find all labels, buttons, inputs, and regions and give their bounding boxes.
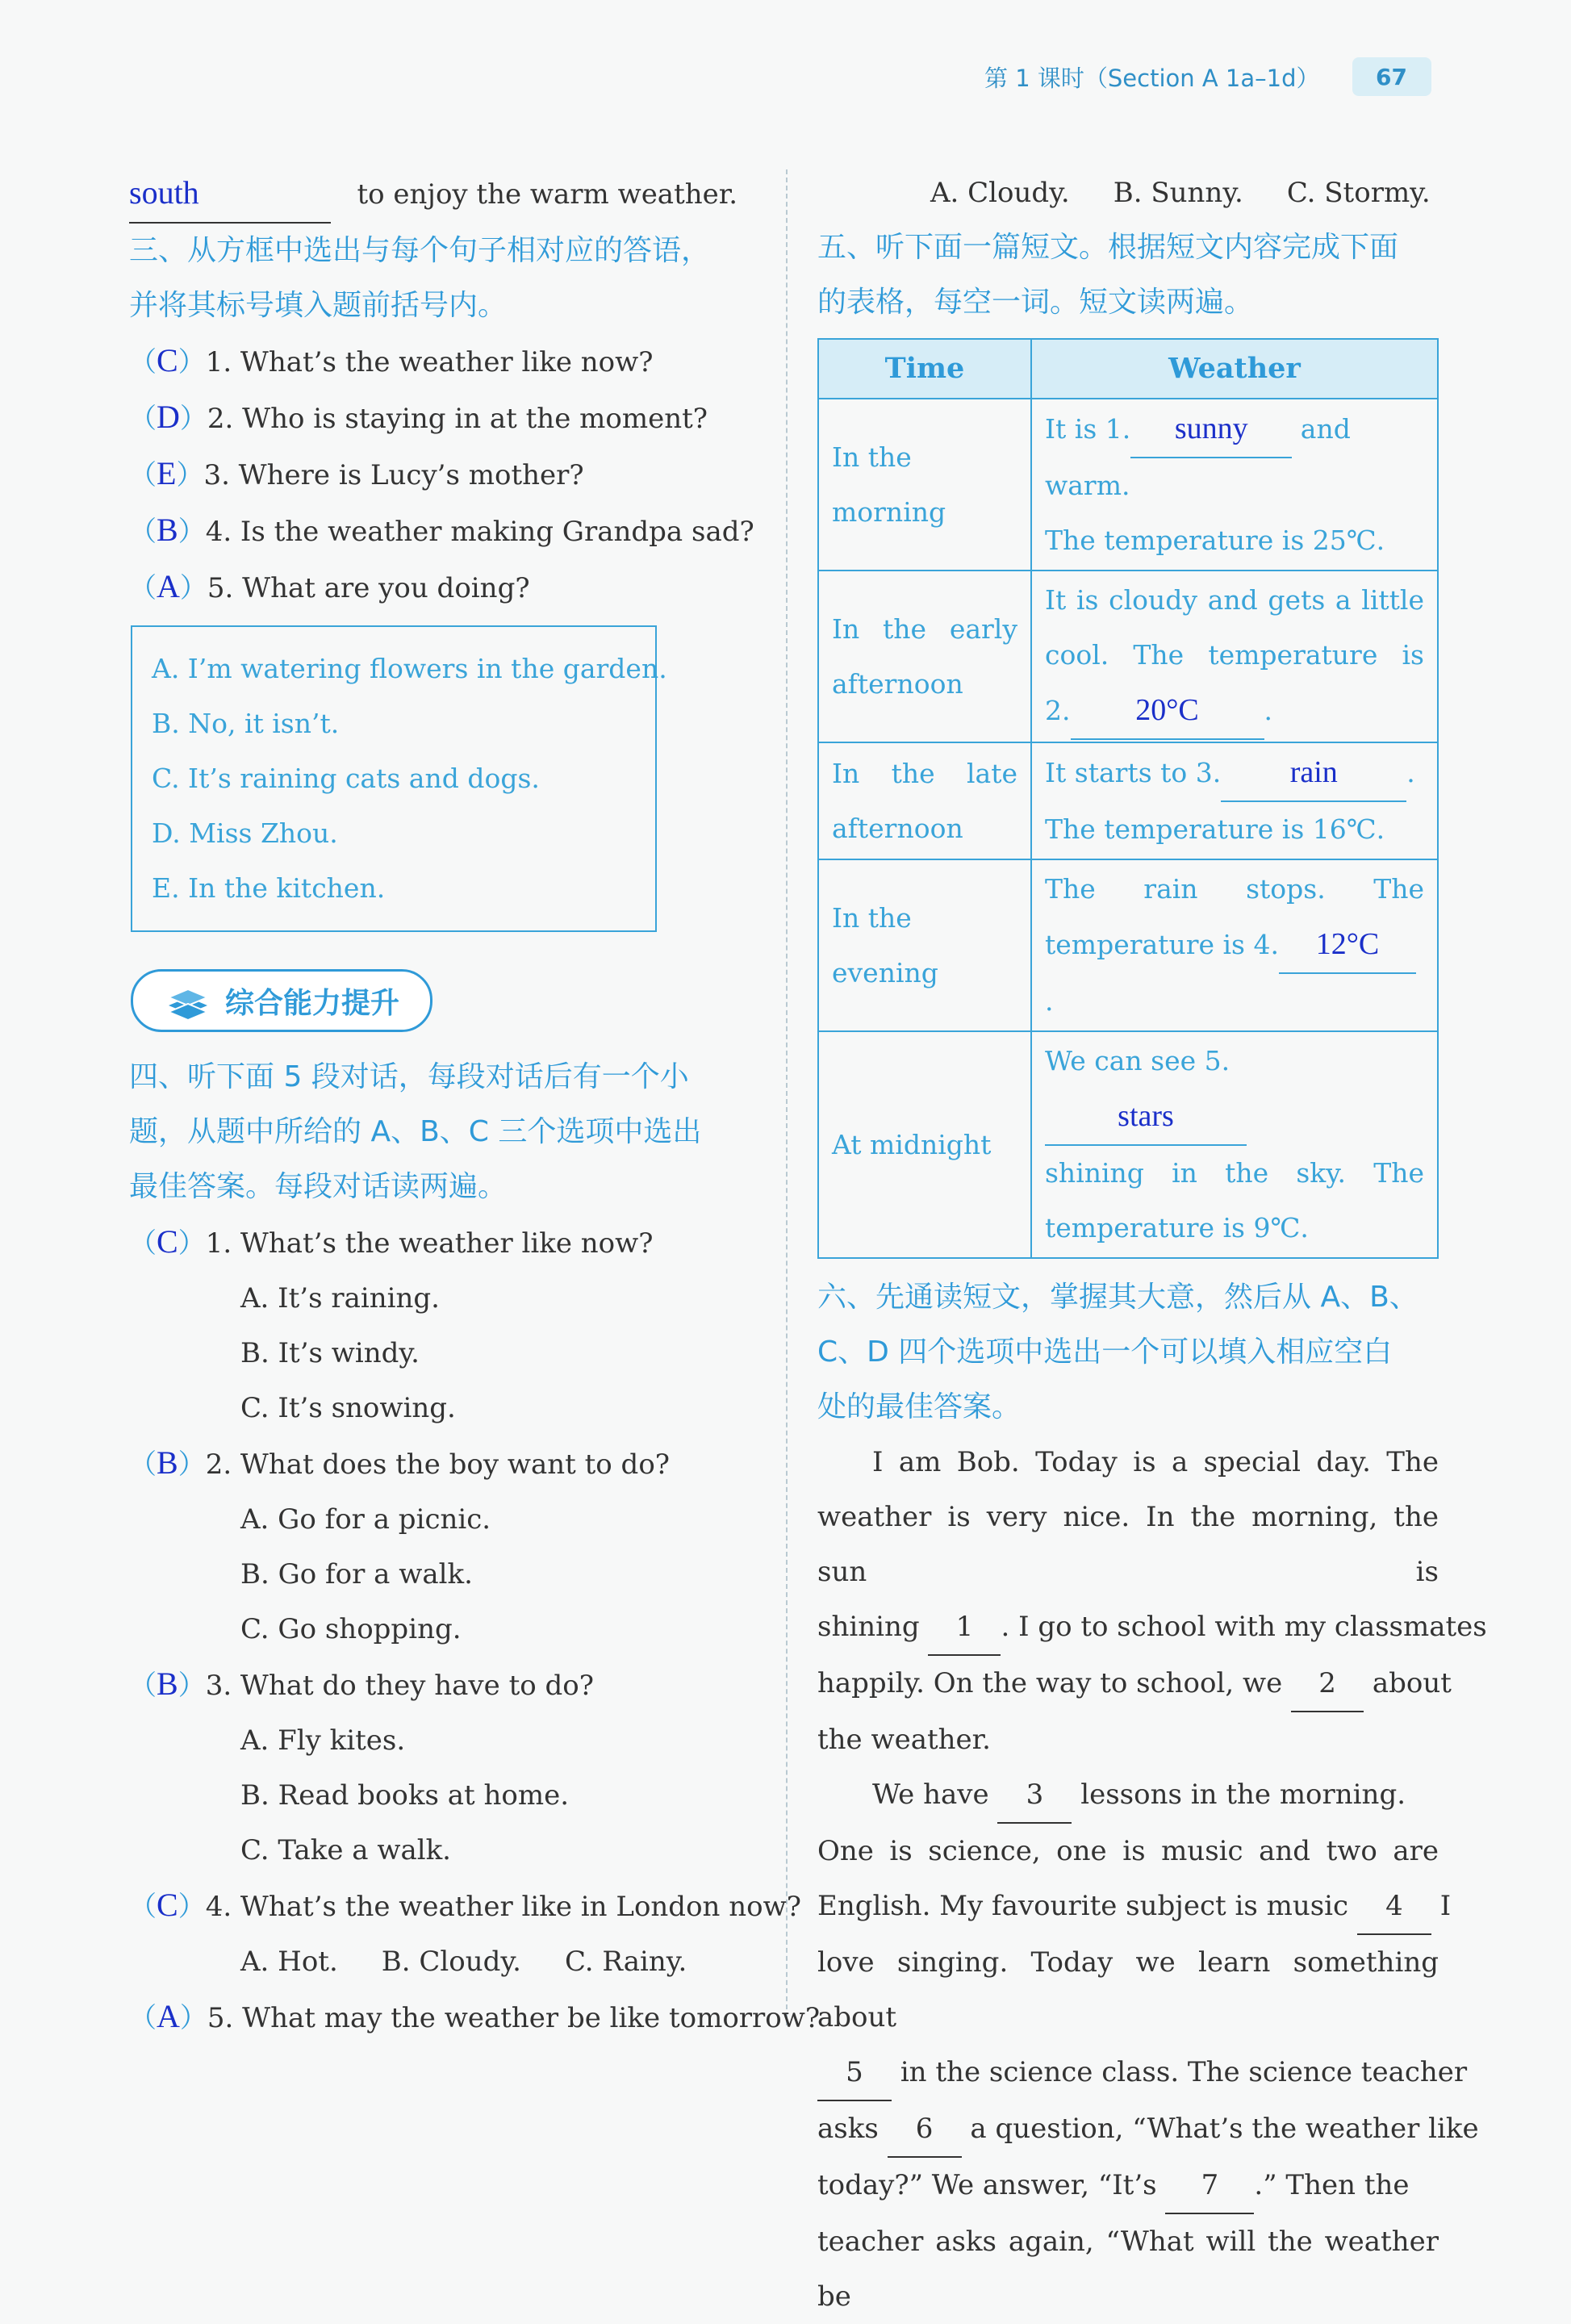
page-header bbox=[984, 55, 1431, 98]
column-header-weather: Weather bbox=[1031, 339, 1438, 399]
page-number: 67 bbox=[1352, 57, 1431, 96]
section5-title: 五、听下面一篇短文。根据短文内容完成下面 的表格，每空一词。短文读两遍。 bbox=[817, 231, 1399, 319]
option-a: A. I’m watering flowers in the garden. bbox=[152, 653, 667, 684]
answer-blank[interactable]: rain bbox=[1221, 745, 1406, 802]
list-item: （B）4. Is the weather making Grandpa sad? bbox=[129, 512, 754, 548]
cloze-blank[interactable]: 2 bbox=[1291, 1656, 1364, 1712]
answer-blank[interactable]: stars bbox=[1045, 1089, 1247, 1146]
answer-blank[interactable]: south bbox=[129, 165, 331, 224]
section4-question-3: （B）3. What do they have to do? A. Fly kites. B. Read books at home. C. Take a walk. bbox=[129, 1657, 758, 1878]
books-icon bbox=[165, 981, 211, 1020]
left-column bbox=[129, 165, 821, 2046]
option-e: E. In the kitchen. bbox=[152, 872, 386, 904]
cloze-blank[interactable]: 1 bbox=[928, 1599, 1001, 1656]
table-row: In the early afternoon It is cloudy and gets a little cool. The temperature is 2. 20°C . bbox=[818, 571, 1438, 742]
option-d: D. Miss Zhou. bbox=[152, 817, 338, 849]
option: A. It’s raining. bbox=[240, 1282, 440, 1315]
cloze-blank[interactable]: 5 bbox=[817, 2045, 892, 2101]
right-column bbox=[817, 165, 1487, 2324]
section4-question-1: （C）1. What’s the weather like now? A. It’s raining. B. It’s windy. C. It’s snowing. bbox=[129, 1214, 758, 1436]
option: B. Go for a walk. bbox=[240, 1558, 473, 1590]
table-row: In the evening The rain stops. The temperature is 4. 12°C. bbox=[818, 859, 1438, 1031]
section4-question-2: （B）2. What does the boy want to do? A. Go for a picnic. B. Go for a walk. C. Go shopping. bbox=[129, 1436, 758, 1657]
q5-options: A. Cloudy. B. Sunny. C. Stormy. bbox=[930, 177, 1431, 209]
list-item: （D）2. Who is staying in at the moment? bbox=[129, 399, 708, 435]
option-b: B. No, it isn’t. bbox=[152, 708, 340, 739]
section-banner bbox=[131, 969, 432, 1032]
column-header-time: Time bbox=[818, 339, 1031, 399]
section4-title: 四、听下面 5 段对话，每段对话后有一个小 题，从题中所给的 A、B、C 三个选项中选出 最佳答案。每段对话读两遍。 bbox=[129, 1060, 702, 1203]
list-item: （A）5. What are you doing? bbox=[129, 568, 530, 604]
section-banner-label: 综合能力提升 bbox=[225, 986, 400, 1020]
table-row: In the morning It is 1. sunny and warm. The temperature is 25℃. bbox=[818, 399, 1438, 571]
list-item: （C）1. What’s the weather like now? bbox=[129, 342, 654, 378]
cloze-blank[interactable]: 4 bbox=[1357, 1879, 1431, 1935]
table-header-row bbox=[818, 339, 1438, 399]
answer-blank[interactable]: sunny bbox=[1130, 401, 1292, 458]
answer-blank[interactable]: 20°C bbox=[1071, 683, 1264, 740]
weather-table bbox=[817, 338, 1439, 1259]
table-row: At midnight We can see 5.stars shining in the sky. The temperature is 9℃. bbox=[818, 1031, 1438, 1258]
cloze-blank[interactable]: 7 bbox=[1165, 2158, 1254, 2214]
section4-question-4: （C）4. What’s the weather like in London now? A. Hot. B. Cloudy. C. Rainy. bbox=[129, 1878, 758, 1989]
option-c: C. It’s raining cats and dogs. bbox=[152, 763, 540, 794]
option: B. Read books at home. bbox=[240, 1779, 570, 1812]
cloze-passage: I am Bob. Today is a special day. The weather is very nice. In the morning, the sun is shining 1 . I go to school with my classmates happily. On the way to school, we 2 about the weather. We have 3 lessons in the morning. One is science, one is music and two are English. My favourite subject is music 4 I love singing. Today we learn something about 5 in the science class. The science teacher asks 6 a question, “What’s the weather like today?” We answer, “It’s 7 .” Then the teacher asks again, “What will the weather be bbox=[817, 1446, 1487, 2313]
previous-question-tail: south to enjoy the warm weather. bbox=[129, 165, 758, 224]
answer-options-box bbox=[131, 625, 667, 932]
column-divider bbox=[786, 169, 788, 2025]
option: A. Fly kites. bbox=[240, 1724, 406, 1757]
option: C. Go shopping. bbox=[240, 1613, 462, 1645]
options-row: A. Hot. B. Cloudy. C. Rainy. bbox=[240, 1946, 687, 1978]
option: B. It’s windy. bbox=[240, 1337, 420, 1369]
option: C. It’s snowing. bbox=[240, 1392, 456, 1424]
table-row: In the late afternoon It starts to 3. rain . The temperature is 16℃. bbox=[818, 742, 1438, 859]
section4-question-5: （A）5. What may the weather be like tomorrow? bbox=[129, 1998, 821, 2034]
section3-title: 三、从方框中选出与每个句子相对应的答语， 并将其标号填入题前括号内。 bbox=[129, 234, 711, 322]
lesson-title: 第 1 课时（Section A 1a–1d） bbox=[984, 64, 1320, 92]
option: C. Take a walk. bbox=[240, 1834, 451, 1866]
list-item: （E）3. Where is Lucy’s mother? bbox=[129, 455, 584, 491]
cloze-blank[interactable]: 6 bbox=[888, 2101, 962, 2158]
section6-title: 六、先通读短文，掌握其大意，然后从 A、B、 C、D 四个选项中选出一个可以填入相应空白 处的最佳答案。 bbox=[817, 1281, 1418, 1423]
section3-items bbox=[129, 333, 758, 616]
cloze-blank[interactable]: 3 bbox=[997, 1767, 1072, 1824]
option: A. Go for a picnic. bbox=[240, 1503, 491, 1536]
answer-blank[interactable]: 12°C bbox=[1279, 917, 1416, 974]
